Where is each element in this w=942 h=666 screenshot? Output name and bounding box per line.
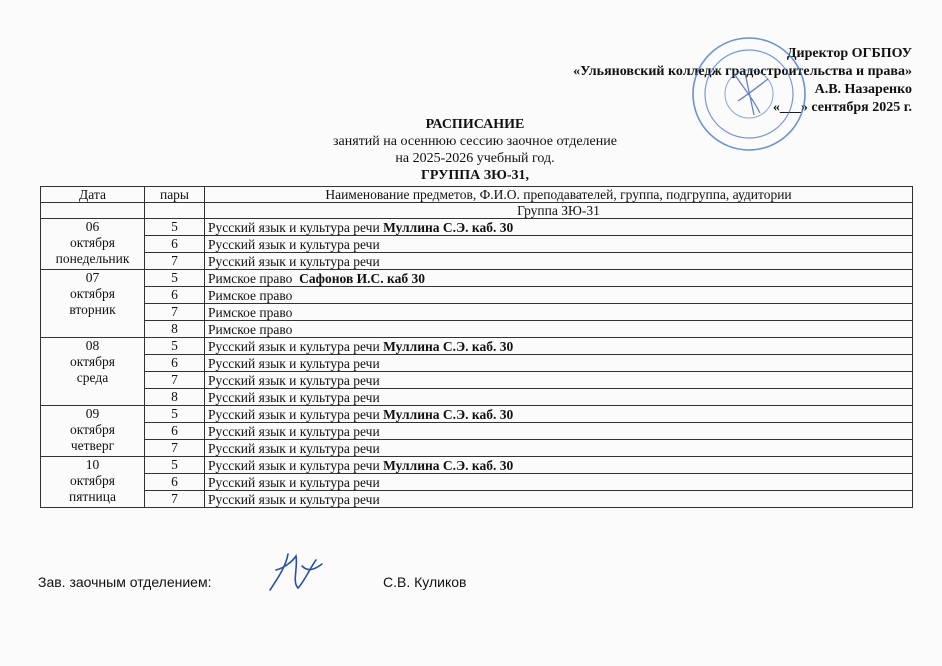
date-month: октября	[70, 422, 115, 437]
teacher-room: Муллина С.Э. каб. 30	[383, 219, 514, 235]
pair-number: 6	[145, 355, 205, 372]
empty-cell	[145, 203, 205, 219]
subject-cell	[205, 406, 913, 423]
pair-number: 5	[145, 338, 205, 355]
subject-cell	[205, 372, 913, 389]
subject-cell	[205, 355, 913, 372]
pair-number: 7	[145, 440, 205, 457]
date-date: 07	[85, 270, 100, 285]
table-row	[41, 423, 913, 440]
subject-name: Русский язык и культура речи	[208, 253, 380, 269]
pair-number: 5	[145, 457, 205, 474]
table-row	[41, 440, 913, 457]
date-weekday: пятница	[69, 489, 116, 504]
pair-number: 5	[145, 219, 205, 236]
pair-number: 6	[145, 474, 205, 491]
signer-position: Зав. заочным отделением:	[38, 574, 212, 590]
teacher-room: Муллина С.Э. каб. 30	[383, 406, 514, 422]
subject-cell	[205, 491, 913, 508]
subject-name: Русский язык и культура речи	[208, 219, 384, 235]
subject-cell	[205, 236, 913, 253]
subject-cell	[205, 338, 913, 355]
pair-number: 6	[145, 423, 205, 440]
pair-number: 8	[145, 321, 205, 338]
subject-cell	[205, 287, 913, 304]
date-cell	[41, 338, 145, 406]
table-row	[41, 474, 913, 491]
date-month: октября	[70, 286, 115, 301]
approval-organization: «Ульяновский колледж градостроительства и права»	[573, 64, 912, 79]
date-weekday: вторник	[69, 302, 116, 317]
date-month: октября	[70, 354, 115, 369]
subject-cell	[205, 457, 913, 474]
table-row	[41, 321, 913, 338]
subject-cell	[205, 423, 913, 440]
table-row	[41, 406, 913, 423]
date-date: 06	[85, 219, 100, 234]
pair-number: 5	[145, 270, 205, 287]
teacher-room: Сафонов И.С. каб 30	[299, 270, 425, 286]
table-row	[41, 491, 913, 508]
date-cell	[41, 219, 145, 270]
date-weekday: четверг	[70, 438, 115, 453]
pair-number: 5	[145, 406, 205, 423]
pair-number: 6	[145, 236, 205, 253]
subject-cell	[205, 321, 913, 338]
table-row	[41, 355, 913, 372]
subject-name: Римское право	[208, 287, 293, 303]
pair-number: 7	[145, 253, 205, 270]
column-header-date: Дата	[41, 187, 145, 203]
approval-position: Директор ОГБПОУ	[786, 46, 912, 61]
pair-number: 6	[145, 287, 205, 304]
subject-cell	[205, 440, 913, 457]
academic-year: на 2025-2026 учебный год.	[395, 151, 555, 166]
date-date: 08	[85, 338, 100, 353]
signature-icon	[258, 548, 328, 596]
subject-name: Русский язык и культура речи	[208, 389, 380, 405]
column-header-pairs: пары	[145, 187, 205, 203]
date-date: 09	[85, 406, 100, 421]
subject-name: Русский язык и культура речи	[208, 236, 380, 252]
subject-name: Русский язык и культура речи	[208, 440, 380, 456]
date-weekday: понедельник	[55, 251, 130, 266]
teacher-room: Муллина С.Э. каб. 30	[383, 338, 514, 354]
pair-number: 7	[145, 372, 205, 389]
subject-cell	[205, 253, 913, 270]
column-header-subject: Наименование предметов, Ф.И.О. преподавателей, группа, подгруппа, аудитории	[205, 187, 913, 203]
signer-name: С.В. Куликов	[383, 574, 467, 590]
subject-name: Русский язык и культура речи	[208, 372, 380, 388]
schedule-table	[40, 186, 913, 508]
subject-name: Русский язык и культура речи	[208, 457, 384, 473]
pair-number: 7	[145, 304, 205, 321]
group-title: ГРУППА ЗЮ-31,	[420, 168, 530, 183]
teacher-room: Муллина С.Э. каб. 30	[383, 457, 514, 473]
subject-name: Римское право	[208, 270, 300, 286]
subject-name: Римское право	[208, 321, 293, 337]
document-title: РАСПИСАНИЕ	[425, 117, 525, 132]
date-weekday: среда	[76, 370, 109, 385]
table-row	[41, 457, 913, 474]
approval-name: А.В. Назаренко	[814, 82, 912, 97]
group-row-label: Группа ЗЮ-31	[205, 203, 913, 219]
approval-date: «___» сентября 2025 г.	[772, 100, 912, 115]
table-row	[41, 236, 913, 253]
subject-name: Русский язык и культура речи	[208, 474, 380, 490]
subject-cell	[205, 474, 913, 491]
date-date: 10	[85, 457, 100, 472]
subject-name: Русский язык и культура речи	[208, 355, 380, 371]
table-row	[41, 219, 913, 236]
document-subtitle: занятий на осеннюю сессию заочное отделение	[333, 134, 617, 149]
table-row	[41, 304, 913, 321]
subject-cell	[205, 219, 913, 236]
table-row	[41, 389, 913, 406]
table-row	[41, 338, 913, 355]
subject-name: Русский язык и культура речи	[208, 423, 380, 439]
table-row	[41, 372, 913, 389]
subject-cell	[205, 304, 913, 321]
empty-cell	[41, 203, 145, 219]
date-cell	[41, 270, 145, 338]
pair-number: 8	[145, 389, 205, 406]
date-cell	[41, 406, 145, 457]
subject-cell	[205, 389, 913, 406]
subject-cell	[205, 270, 913, 287]
subject-name: Русский язык и культура речи	[208, 491, 380, 507]
date-cell	[41, 457, 145, 508]
subject-name: Римское право	[208, 304, 293, 320]
pair-number: 7	[145, 491, 205, 508]
table-row	[41, 287, 913, 304]
subject-name: Русский язык и культура речи	[208, 338, 384, 354]
date-month: октября	[70, 235, 115, 250]
date-month: октября	[70, 473, 115, 488]
subject-name: Русский язык и культура речи	[208, 406, 384, 422]
table-row	[41, 270, 913, 287]
document-header	[240, 116, 710, 184]
table-row	[41, 253, 913, 270]
